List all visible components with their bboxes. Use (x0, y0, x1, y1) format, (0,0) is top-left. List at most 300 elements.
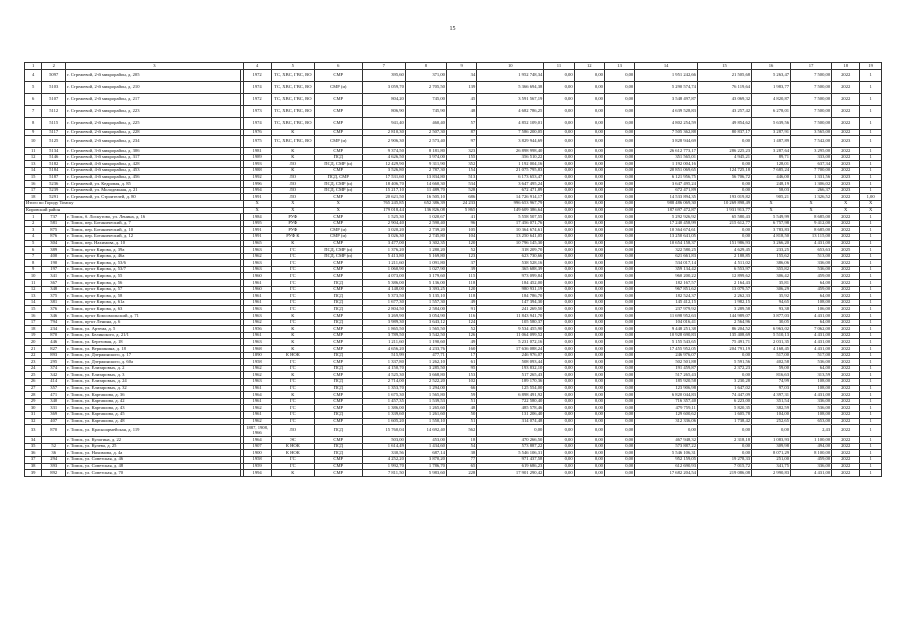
table-cell: 0,00 (574, 346, 604, 353)
table-cell: 13 250 641,05 (635, 233, 698, 240)
table-cell: 32 (25, 418, 42, 425)
table-cell: 0,00 (604, 286, 634, 293)
table-cell: 0,00 (574, 326, 604, 333)
table-row (25, 167, 882, 174)
table-cell: 0,00 (574, 247, 604, 254)
table-cell: г. Томск, ул. Дзержинского, д. 17 (66, 352, 241, 359)
table-cell: 2022 (832, 405, 860, 412)
table-cell: 0,00 (604, 319, 634, 326)
table-cell: 612 690,93 (635, 463, 698, 470)
table-cell: 528 (446, 187, 476, 194)
table-cell: 352 (446, 161, 476, 168)
table-cell: 1972 (243, 93, 271, 105)
table-cell: 1961 (243, 299, 271, 306)
table-cell: 2022 (832, 273, 860, 280)
table-cell: 0,00 (544, 437, 574, 444)
table-cell: 1 (860, 266, 882, 273)
table-cell: 49 854,62 (697, 117, 751, 129)
table-cell: СМР (314, 286, 362, 293)
table-cell: 9 412,00 (791, 220, 832, 227)
table-cell: г. Томск, ул. Советская, д. 70 (66, 470, 241, 477)
table-cell: 30,05 (752, 319, 791, 326)
table-cell: 0,00 (544, 174, 574, 181)
table-cell: 876 (42, 233, 66, 240)
table-row (25, 411, 882, 418)
table-cell: 1976 (243, 129, 271, 136)
table-cell: СМР (314, 220, 362, 227)
table-cell: 0,00 (574, 240, 604, 247)
table-cell: г. Томск, пр-кт Кирова, д. 58 (66, 293, 241, 300)
table-cell: 91 (446, 306, 476, 313)
table-cell: 14 726 914,17 (477, 194, 544, 201)
table-cell: 1996 (243, 181, 271, 188)
table-cell: 1 647,02 (697, 385, 751, 392)
table-cell: 1 (860, 161, 882, 168)
table-cell: 3 526,80 (362, 167, 405, 174)
table-cell: 381 (42, 299, 66, 306)
table-cell: 0,00 (544, 411, 574, 418)
table-cell: г. Томск, пер. Ботанический, д. 10 (66, 227, 241, 234)
table-row (25, 326, 882, 333)
table-cell: 1 (860, 299, 882, 306)
table-cell: 2023 (832, 161, 860, 168)
table-cell: 1 (860, 260, 882, 267)
table-cell: 1963 (243, 247, 271, 254)
table-cell: 5103 (42, 81, 66, 93)
table-cell: 123 (446, 253, 476, 260)
table-cell: 672 471,89 (635, 187, 698, 194)
table-cell: 0,00 (574, 332, 604, 339)
table-cell: 2 188,85 (697, 253, 751, 260)
table-cell: 6 963,02 (752, 326, 791, 333)
table-cell: 973 099,84 (477, 273, 544, 280)
header-cell: 1 (25, 63, 42, 70)
table-cell: 637,34 (791, 161, 832, 168)
table-row (25, 81, 882, 93)
table-cell: 3 828 944,69 (635, 136, 698, 148)
table-cell: 4 945,21 (697, 154, 751, 161)
table-cell: 0,00 (604, 398, 634, 405)
table-cell: 5 (25, 81, 42, 93)
table-cell: 10 364 674,61 (477, 227, 544, 234)
table-cell: 17 (446, 352, 476, 359)
table-cell: 15 (25, 306, 42, 313)
table-cell: 1963 (243, 306, 271, 313)
table-cell: 1959 (243, 463, 271, 470)
table-cell: 5184 (42, 167, 66, 174)
table-cell: 5236 (42, 181, 66, 188)
table-cell: 14 (25, 299, 42, 306)
table-cell: 309,98 (752, 443, 791, 450)
table-cell: 0,00 (604, 220, 634, 227)
table-cell: 9 (25, 266, 42, 273)
table-cell: 0,00 (544, 299, 574, 306)
table-cell: ПСД (314, 154, 362, 161)
table-cell: г. Стрежевой, 2-й микрорайон, д. 217 (66, 93, 241, 105)
table-cell: 2022 (832, 233, 860, 240)
table-cell: СМР (314, 69, 362, 81)
table-cell: 3 026,30 (362, 233, 405, 240)
table-cell: 8 685,00 (791, 214, 832, 221)
table-cell: 2022 (832, 392, 860, 399)
table-cell: 517 265,43 (477, 372, 544, 379)
table-cell: 5097 (42, 69, 66, 81)
table-cell: 513 (446, 174, 476, 181)
table-cell: 17 (25, 187, 42, 194)
table-cell: 179 018,44 (362, 207, 405, 214)
table-cell: 0,00 (544, 233, 574, 240)
table-cell: ГС (271, 365, 314, 372)
table-row (25, 378, 882, 385)
table-cell: 118 (446, 293, 476, 300)
table-cell: 0,00 (574, 280, 604, 287)
table-cell: 1 (860, 313, 882, 320)
table-cell: 517,00 (752, 352, 791, 359)
table-cell: 17 (25, 319, 42, 326)
table-cell: 0,00 (604, 273, 634, 280)
table-cell: 2022 (832, 319, 860, 326)
table-cell: 234 (42, 326, 66, 333)
table-cell: 5146 (42, 154, 66, 161)
table-cell: 15 760,04 (362, 425, 405, 437)
table-cell: 1 265,60 (405, 405, 446, 412)
table-cell: 11 698 952,63 (635, 313, 698, 320)
table-cell: 49 (446, 339, 476, 346)
table-cell: 3 647 495,24 (635, 181, 698, 188)
table-cell: 2022 (832, 425, 860, 437)
table-cell: 0,00 (574, 293, 604, 300)
table-cell: 1963 (243, 339, 271, 346)
table-cell: 0,00 (544, 260, 574, 267)
table-cell: 4 233,76 (405, 346, 446, 353)
table-cell: 875 (42, 227, 66, 234)
table-cell: 43 257,42 (697, 105, 751, 117)
table-cell: 4 150,70 (362, 365, 405, 372)
table-cell: г. Стрежевой, 4-й микрорайон, д. 453 (66, 167, 241, 174)
table-cell: 1 020,67 (405, 214, 446, 221)
table-cell: 13 115,00 (791, 233, 832, 240)
table-row (25, 425, 882, 437)
table-cell: 0,00 (697, 181, 751, 188)
table-cell: 4 852 109,01 (477, 117, 544, 129)
table-cell: 0,00 (544, 450, 574, 457)
table-cell: 128,01 (752, 161, 791, 168)
table-cell: 0,00 (544, 253, 574, 260)
table-row (25, 214, 882, 221)
table-cell: г. Томск, ул. Кулева, д. 25 (66, 443, 241, 450)
table-cell: 37 (25, 456, 42, 463)
table-cell: 0,00 (544, 240, 574, 247)
table-cell: 52 (446, 326, 476, 333)
table-cell: г. Томск, ул. Березовая, д. 18 (66, 339, 241, 346)
table-cell: 952 159,05 (635, 456, 698, 463)
table-cell: г. Стрежевой, ул. Строителей, д. 80 (66, 194, 241, 201)
table-cell: СМР (314, 405, 362, 412)
table-cell: 653,63 (791, 247, 832, 254)
table-cell: 0,00 (574, 365, 604, 372)
table-cell: 479 759,11 (635, 405, 698, 412)
table-cell: 0,00 (544, 359, 574, 366)
table-cell: 371,00 (405, 69, 446, 81)
table-cell: 1 261,60 (405, 411, 446, 418)
table-row (25, 117, 882, 129)
table-cell: 402,58 (752, 359, 791, 366)
table-row (25, 463, 882, 470)
table-cell: 0,00 (574, 450, 604, 457)
table-cell: 3 974,00 (405, 154, 446, 161)
table-cell: 61 (446, 359, 476, 366)
table-cell: г. Стрежевой, 2-й микрорайон, д. 205 (66, 69, 241, 81)
table-row (25, 280, 882, 287)
table-cell: 2022 (832, 365, 860, 372)
table-cell: 13 250 641,05 (477, 233, 544, 240)
table-cell: СМР (314, 260, 362, 267)
table-cell: 503,00 (362, 437, 405, 444)
table-cell: 124 725,18 (697, 167, 751, 174)
table-cell: К НОК (271, 352, 314, 359)
table-cell: 5 558 507,55 (477, 214, 544, 221)
table-cell: 14 692,40 (405, 425, 446, 437)
table-cell: 2022 (832, 148, 860, 155)
table-cell: 286 225,23 (697, 148, 751, 155)
table-cell: 0,00 (604, 411, 634, 418)
table-cell: 9 448 251,38 (635, 326, 698, 333)
table-cell: 0,00 (574, 93, 604, 105)
table-cell: 672 471,89 (477, 187, 544, 194)
table-cell: 304 (42, 240, 66, 247)
table-cell: 155 (446, 154, 476, 161)
table-cell: г. Томск, ул. Нахимова, д. 4а (66, 450, 241, 457)
table-cell: 534 017,14 (635, 260, 698, 267)
table-cell: 0,00 (604, 181, 634, 188)
table-cell: ПСД, СМР (и) (314, 181, 362, 188)
table-cell: 38 (446, 450, 476, 457)
table-cell: 1 (860, 372, 882, 379)
table-cell: 10 364 674,61 (635, 227, 698, 234)
table-cell: 0,00 (477, 425, 544, 437)
table-cell: 1 (860, 319, 882, 326)
table-cell: г. Томск, пр-кт Кирова, д. 53/6 (66, 260, 241, 267)
table-cell: 1 027,90 (405, 266, 446, 273)
table-cell: 45 (446, 93, 476, 105)
table-cell: 6 278,01 (752, 105, 791, 117)
table-cell: X (752, 200, 791, 207)
table-cell: ГС (271, 398, 314, 405)
table-cell: ТС, ХВС, ГВС, ВО (271, 81, 314, 93)
table-cell: К (271, 470, 314, 477)
table-cell: 1964 (243, 392, 271, 399)
table-cell: 65 (446, 463, 476, 470)
table-cell: К НОК (271, 443, 314, 450)
table-cell: 2022 (832, 240, 860, 247)
table-cell: 467 948,32 (635, 437, 698, 444)
table-cell: 0,00 (697, 233, 751, 240)
table-cell: СМР (314, 332, 362, 339)
table-cell: 95 (446, 365, 476, 372)
table-cell: 0,00 (604, 136, 634, 148)
table-cell: 64,00 (791, 365, 832, 372)
table-cell: г. Томск, ул. Карташова, д. 42 (66, 398, 241, 405)
table-cell: 64,00 (791, 319, 832, 326)
table-cell: 737 (42, 214, 66, 221)
table-row (25, 470, 882, 477)
table-cell: 331 (42, 405, 66, 412)
table-cell: 123 906,98 (635, 385, 698, 392)
table-cell: 0,00 (604, 200, 634, 207)
table-cell: ГС (271, 319, 314, 326)
table-cell: 0,00 (604, 69, 634, 81)
table-cell: 1995 (243, 220, 271, 227)
table-cell: 3 393,25 (405, 286, 446, 293)
table-cell: 2022 (832, 372, 860, 379)
table-cell: 0,00 (574, 319, 604, 326)
table-cell: 7 542,00 (791, 136, 832, 148)
table-cell: ПСД (314, 450, 362, 457)
table-row (25, 385, 882, 392)
table-cell: 3 591 567,19 (477, 93, 544, 105)
table-cell: СМР (314, 456, 362, 463)
table-cell: 534 (446, 181, 476, 188)
table-cell: СМР (и) (314, 81, 362, 93)
table-cell: 356 510,22 (477, 154, 544, 161)
table-cell: 2022 (832, 339, 860, 346)
table-cell: 460,40 (405, 117, 446, 129)
table-cell: 7 015,72 (697, 463, 751, 470)
table-cell: 4 820,87 (752, 93, 791, 105)
table-cell: 2 164,43 (697, 280, 751, 287)
table-cell: 19 (25, 332, 42, 339)
table-cell: 15 (25, 174, 42, 181)
table-cell: 1 (860, 405, 882, 412)
table-cell: 0,00 (604, 260, 634, 267)
table-cell: СМР (314, 359, 362, 366)
table-cell: ПСД, СМР (и) (314, 161, 362, 168)
table-cell: ГС (271, 385, 314, 392)
table-cell: 1 (860, 174, 882, 181)
table-cell: 16 (25, 313, 42, 320)
table-cell: 2022 (832, 260, 860, 267)
table-cell: 0,00 (574, 200, 604, 207)
table-cell: 93,38 (752, 306, 791, 313)
table-cell: 3 054,90 (405, 313, 446, 320)
table-cell: 125 554,00 (477, 385, 544, 392)
table-cell: СМР (314, 93, 362, 105)
table-cell: 10 269 898,49 (697, 200, 751, 207)
table-cell: К (271, 313, 314, 320)
table-row (25, 154, 882, 161)
table-row (25, 405, 882, 412)
table-cell: 386,06 (752, 260, 791, 267)
table-cell: 0,00 (697, 136, 751, 148)
table-row (25, 346, 882, 353)
table-cell: 6 898 491,92 (477, 392, 544, 399)
table-cell: 8 100,00 (791, 450, 832, 457)
table-cell: 96 (446, 220, 476, 227)
table-row (25, 293, 882, 300)
table-cell: 294 (42, 456, 66, 463)
table-cell: 17 455 952,05 (635, 346, 698, 353)
table-cell: 58,03 (752, 187, 791, 194)
table-cell: 0,00 (574, 81, 604, 93)
table-cell: 1 (860, 418, 882, 425)
table-cell: г. Стрежевой, 2-й микрорайон, д. 225 (66, 117, 241, 129)
table-cell: 2022 (832, 385, 860, 392)
table-cell: 1 (860, 392, 882, 399)
table-cell: 2 714,00 (362, 378, 405, 385)
table-cell: 252,65 (752, 418, 791, 425)
table-cell: 306,42 (752, 273, 791, 280)
table-cell: 0,00 (544, 136, 574, 148)
table-cell: 1989 (243, 154, 271, 161)
table-cell: 4 252,20 (362, 456, 405, 463)
table-cell: 64,00 (791, 293, 832, 300)
table-cell: г. Томск, пер. Ботанический, д. 12 (66, 233, 241, 240)
table-cell: СМР (314, 148, 362, 155)
table-cell: 6 223,00 (697, 398, 751, 405)
header-cell: 10 (477, 63, 544, 70)
table-cell: 10 (25, 136, 42, 148)
table-cell: 2 906,30 (362, 136, 405, 148)
table-cell: 400 (42, 253, 66, 260)
table-cell: 1 677,30 (362, 299, 405, 306)
table-cell: 562 (446, 425, 476, 437)
table-cell: 0,00 (544, 470, 574, 477)
table-cell: 1961 (243, 332, 271, 339)
table-cell: 86 204,52 (697, 326, 751, 333)
table-cell: ПСД, СМР (и) (314, 187, 362, 194)
table-row (25, 161, 882, 168)
table-cell: 870 (42, 425, 66, 437)
table-cell: 1 (860, 233, 882, 240)
table-cell: СМР (314, 437, 362, 444)
table-cell: 1 457,35 (362, 398, 405, 405)
table-cell: 967 851,62 (635, 286, 698, 293)
table-cell: 2 522,20 (405, 378, 446, 385)
table-cell: 341,75 (752, 463, 791, 470)
table-cell: 1 614,49 (362, 443, 405, 450)
table-cell: 1 525,30 (362, 214, 405, 221)
table-row (25, 69, 882, 81)
table-cell: 237 979,92 (635, 306, 698, 313)
table-cell: 1 (860, 470, 882, 477)
table-cell: 1963 (243, 266, 271, 273)
table-cell: 1 294,00 (405, 385, 446, 392)
table-cell: 26 898 998,40 (477, 148, 544, 155)
table-cell: 1 060,90 (362, 266, 405, 273)
table-cell: г. Томск, ул. Карташова, д. 48 (66, 418, 241, 425)
table-cell: 5 546 106,31 (477, 450, 544, 457)
table-cell: 191 459,87 (635, 365, 698, 372)
table-cell: 0,00 (604, 332, 634, 339)
table-cell: 5 231 072,16 (477, 339, 544, 346)
table-cell: 41 (446, 214, 476, 221)
table-cell: 5 546 106,31 (635, 450, 698, 457)
table-cell: 1 (860, 181, 882, 188)
table-cell: 0,00 (697, 161, 751, 168)
table-cell: 336,00 (791, 260, 832, 267)
table-cell: 5182 (42, 161, 66, 168)
table-cell: 2 564,96 (697, 319, 751, 326)
table-cell: 0,00 (604, 378, 634, 385)
table-cell: 330,56 (362, 450, 405, 457)
table-cell: 0,00 (574, 372, 604, 379)
table-cell: 0,00 (544, 456, 574, 463)
table-cell: 1 (860, 247, 882, 254)
table-cell: 1 376,20 (362, 247, 405, 254)
table-cell: г. Томск, ул. Карташова, д. 43 (66, 405, 241, 412)
table-cell: 5 366 694,38 (477, 81, 544, 93)
table-cell: 266,37 (791, 187, 832, 194)
